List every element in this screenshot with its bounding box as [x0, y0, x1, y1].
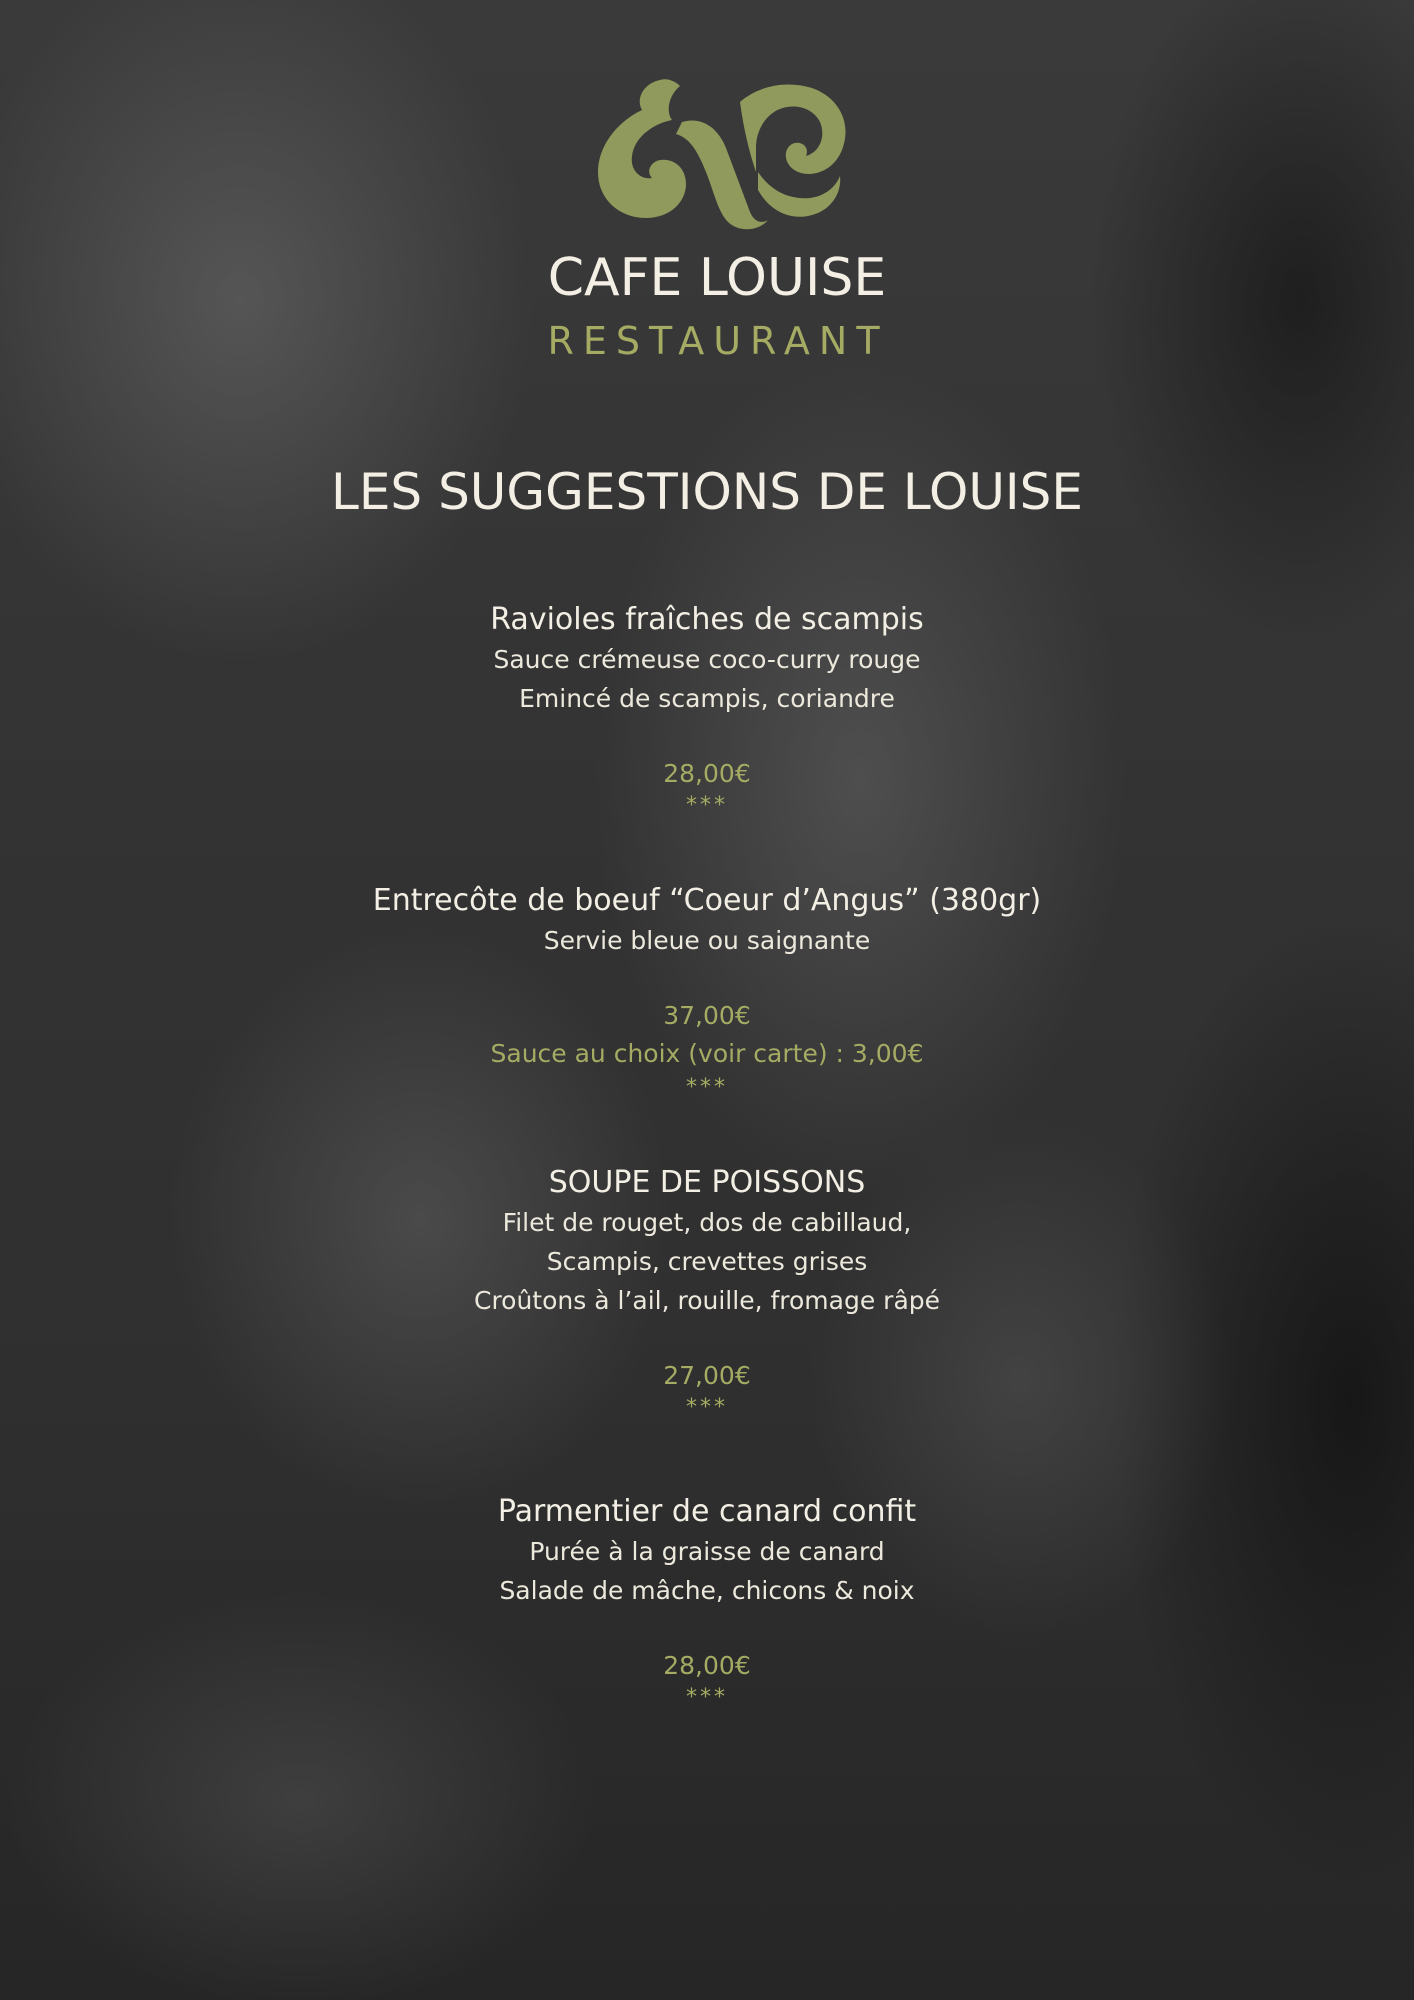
- dish-description-line: Salade de mâche, chicons & noix: [499, 1576, 915, 1605]
- dish-name: SOUPE DE POISSONS: [548, 1165, 866, 1200]
- dish-description-line: Scampis, crevettes grises: [546, 1247, 868, 1276]
- dish-item: [0, 881, 1414, 1102]
- restaurant-name: CAFE LOUISE: [547, 248, 887, 308]
- dish-description-line: Servie bleue ou saignante: [543, 926, 871, 955]
- dish-name: Ravioles fraîches de scampis: [490, 602, 924, 637]
- dish-name: Entrecôte de boeuf “Coeur d’Angus” (380gr): [372, 883, 1042, 918]
- dish-description-line: Filet de rouget, dos de cabillaud,: [502, 1208, 912, 1237]
- monogram-logo-icon: [590, 72, 860, 232]
- dish-extra-option: Sauce au choix (voir carte) : 3,00€: [490, 1039, 924, 1068]
- dish-item: [0, 1163, 1414, 1422]
- dish-price: 37,00€: [663, 1001, 751, 1030]
- separator: ***: [686, 1075, 728, 1100]
- dish-item: [0, 1492, 1414, 1712]
- dish-price: 27,00€: [663, 1361, 751, 1390]
- dish-price: 28,00€: [663, 1651, 751, 1680]
- dish-description-line: Sauce crémeuse coco-curry rouge: [493, 645, 921, 674]
- separator: ***: [686, 1395, 728, 1420]
- menu-title: LES SUGGESTIONS DE LOUISE: [330, 463, 1083, 521]
- separator: ***: [686, 793, 728, 818]
- dish-price: 28,00€: [663, 759, 751, 788]
- separator: ***: [686, 1685, 728, 1710]
- dish-description-line: Croûtons à l’ail, rouille, fromage râpé: [473, 1286, 941, 1315]
- dish-item: [0, 600, 1414, 820]
- restaurant-subtitle: RESTAURANT: [547, 319, 889, 363]
- dish-description-line: Emincé de scampis, coriandre: [519, 684, 895, 713]
- dish-name: Parmentier de canard confit: [497, 1494, 917, 1529]
- dish-description-line: Purée à la graisse de canard: [529, 1537, 885, 1566]
